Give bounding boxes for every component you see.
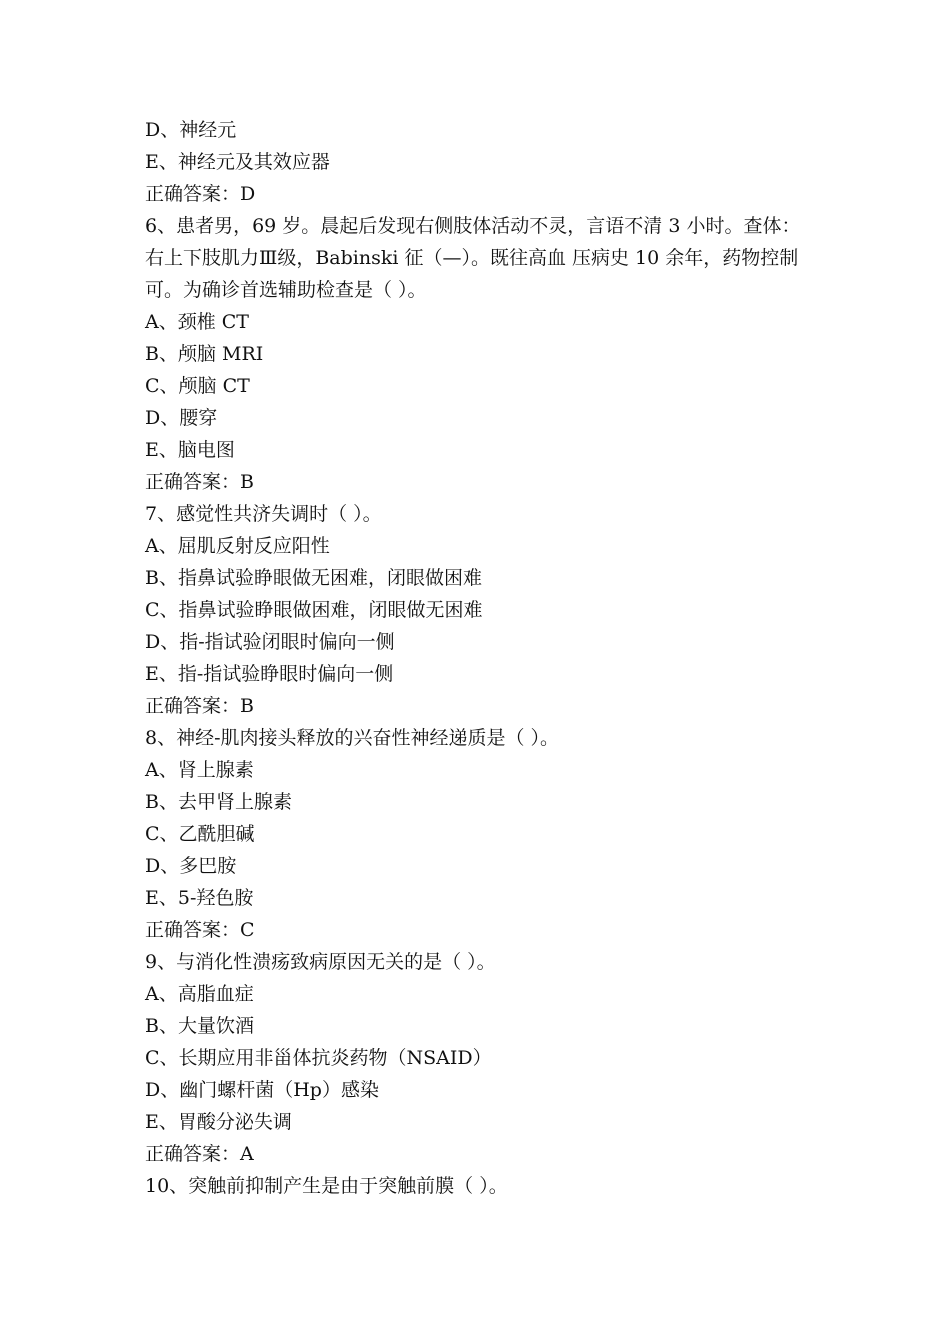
option-line: E、胃酸分泌失调 bbox=[145, 1111, 292, 1133]
answer-line: 正确答案：B bbox=[145, 695, 254, 717]
option-line: E、脑电图 bbox=[145, 439, 235, 461]
option-line: A、屈肌反射反应阳性 bbox=[145, 535, 330, 557]
question-stem: 7、感觉性共济失调时（ ）。 bbox=[145, 503, 382, 525]
option-line: D、神经元 bbox=[145, 119, 237, 141]
answer-line: 正确答案：B bbox=[145, 471, 254, 493]
option-line: B、去甲肾上腺素 bbox=[145, 791, 292, 813]
option-line: A、高脂血症 bbox=[145, 983, 254, 1005]
option-line: A、肾上腺素 bbox=[145, 759, 254, 781]
option-line: C、乙酰胆碱 bbox=[145, 823, 255, 845]
option-line: A、颈椎 CT bbox=[145, 311, 249, 333]
answer-line: 正确答案：A bbox=[145, 1143, 254, 1165]
option-line: B、指鼻试验睁眼做无困难，闭眼做困难 bbox=[145, 567, 482, 589]
option-line: D、指-指试验闭眼时偏向一侧 bbox=[145, 631, 395, 653]
option-line: D、腰穿 bbox=[145, 407, 218, 429]
question-stem: 8、神经-肌肉接头释放的兴奋性神经递质是（ ）。 bbox=[145, 727, 560, 749]
question-stem: 9、与消化性溃疡致病原因无关的是（ ）。 bbox=[145, 951, 496, 973]
option-line: D、幽门螺杆菌（Hp）感染 bbox=[145, 1079, 379, 1101]
page-content bbox=[145, 114, 815, 1202]
option-line: C、颅脑 CT bbox=[145, 375, 250, 397]
option-line: E、神经元及其效应器 bbox=[145, 151, 330, 173]
question-stem: 10、突触前抑制产生是由于突触前膜（ ）。 bbox=[145, 1175, 508, 1197]
option-line: D、多巴胺 bbox=[145, 855, 237, 877]
question-stem: 6、患者男，69 岁。晨起后发现右侧肢体活动不灵，言语不清 3 小时。查体：右上下肢肌力Ⅲ级，Babinski 征（—）。既往高血 压病史 10 余年，药物控制可。为确诊首选辅助检查是（ ）。 bbox=[145, 215, 801, 301]
option-line: C、指鼻试验睁眼做困难，闭眼做无困难 bbox=[145, 599, 483, 621]
option-line: C、长期应用非甾体抗炎药物（NSAID） bbox=[145, 1047, 492, 1069]
option-line: B、颅脑 MRI bbox=[145, 343, 264, 365]
option-line: E、指-指试验睁眼时偏向一侧 bbox=[145, 663, 394, 685]
answer-line: 正确答案：C bbox=[145, 919, 255, 941]
answer-line: 正确答案：D bbox=[145, 183, 256, 205]
option-line: E、5-羟色胺 bbox=[145, 887, 254, 909]
option-line: B、大量饮酒 bbox=[145, 1015, 254, 1037]
